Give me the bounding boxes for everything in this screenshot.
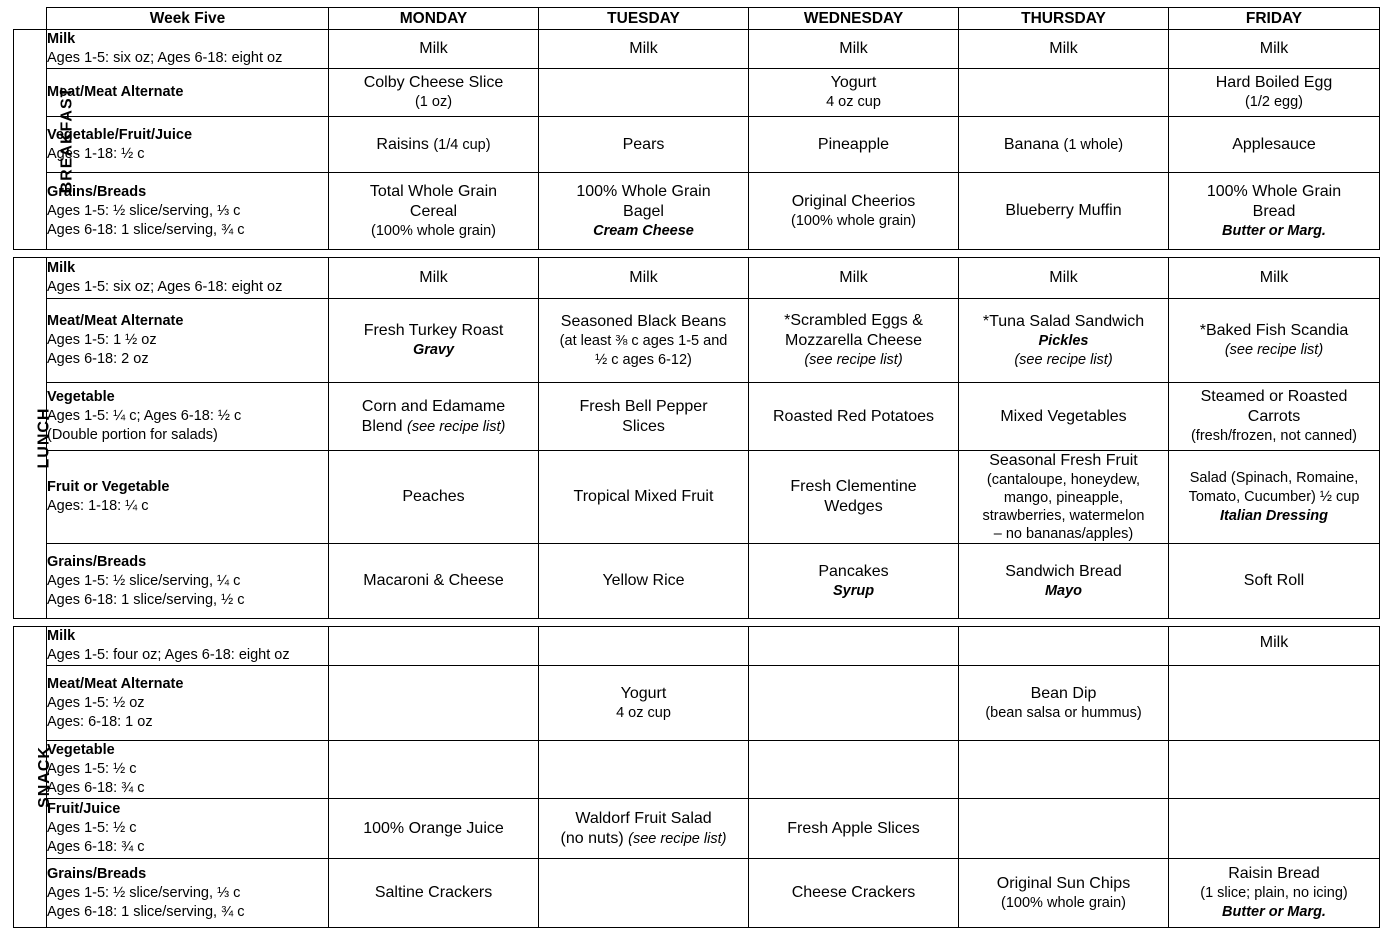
menu-cell: Steamed or Roasted Carrots (fresh/frozen, not canned) bbox=[1169, 383, 1380, 451]
snack-fruit-row bbox=[14, 799, 1380, 859]
menu-cell: Waldorf Fruit Salad (no nuts) (see recipe list) bbox=[539, 799, 749, 859]
snack-grains-row bbox=[14, 859, 1380, 928]
menu-cell: Milk bbox=[539, 30, 749, 69]
category-cell: Meat/Meat Alternate Ages 1-5: 1 ½ oz Ages 6-18: 2 oz bbox=[47, 299, 329, 383]
menu-cell: Milk bbox=[329, 258, 539, 299]
menu-cell bbox=[959, 627, 1169, 666]
breakfast-grains-row bbox=[14, 173, 1380, 250]
menu-cell: 100% Whole Grain Bagel Cream Cheese bbox=[539, 173, 749, 250]
lunch-grains-row bbox=[14, 544, 1380, 619]
menu-cell bbox=[539, 69, 749, 117]
menu-cell bbox=[1169, 799, 1380, 859]
menu-cell: Raisins (1/4 cup) bbox=[329, 117, 539, 173]
menu-cell bbox=[539, 627, 749, 666]
menu-cell: Pineapple bbox=[749, 117, 959, 173]
menu-cell: Soft Roll bbox=[1169, 544, 1380, 619]
menu-cell: Original Sun Chips (100% whole grain) bbox=[959, 859, 1169, 928]
category-cell: Grains/Breads Ages 1-5: ½ slice/serving, ⅓ c Ages 6-18: 1 slice/serving, ¾ c bbox=[47, 173, 329, 250]
menu-cell: 100% Whole Grain Bread Butter or Marg. bbox=[1169, 173, 1380, 250]
menu-cell: Pancakes Syrup bbox=[749, 544, 959, 619]
menu-cell bbox=[749, 627, 959, 666]
menu-cell: Milk bbox=[959, 258, 1169, 299]
menu-cell: Original Cheerios (100% whole grain) bbox=[749, 173, 959, 250]
menu-cell: Seasonal Fresh Fruit (cantaloupe, honeydew, mango, pineapple, strawberries, watermelon – no bananas/apples) bbox=[959, 451, 1169, 544]
menu-cell: Banana (1 whole) bbox=[959, 117, 1169, 173]
week-title: Week Five bbox=[47, 8, 329, 30]
category-cell: Vegetable Ages 1-5: ½ c Ages 6-18: ¾ c bbox=[47, 741, 329, 799]
category-cell: Milk Ages 1-5: six oz; Ages 6-18: eight oz bbox=[47, 30, 329, 69]
menu-cell bbox=[959, 69, 1169, 117]
lunch-milk-row bbox=[14, 258, 1380, 299]
menu-cell: Blueberry Muffin bbox=[959, 173, 1169, 250]
breakfast-milk-row bbox=[14, 30, 1380, 69]
breakfast-section-label: BREAKFAST bbox=[14, 30, 47, 250]
category-cell: Meat/Meat Alternate bbox=[47, 69, 329, 117]
menu-cell: Tropical Mixed Fruit bbox=[539, 451, 749, 544]
menu-cell bbox=[1169, 666, 1380, 741]
category-cell: Meat/Meat Alternate Ages 1-5: ½ oz Ages: 6-18: 1 oz bbox=[47, 666, 329, 741]
category-cell: Vegetable Ages 1-5: ¼ c; Ages 6-18: ½ c (Double portion for salads) bbox=[47, 383, 329, 451]
lunch-meat-row bbox=[14, 299, 1380, 383]
menu-cell bbox=[959, 741, 1169, 799]
day-friday: FRIDAY bbox=[1169, 8, 1380, 30]
menu-cell: Yellow Rice bbox=[539, 544, 749, 619]
menu-cell bbox=[749, 741, 959, 799]
menu-cell bbox=[749, 666, 959, 741]
menu-cell: Milk bbox=[329, 30, 539, 69]
breakfast-veg-row bbox=[14, 117, 1380, 173]
category-cell: Grains/Breads Ages 1-5: ½ slice/serving, ⅓ c Ages 6-18: 1 slice/serving, ¾ c bbox=[47, 859, 329, 928]
menu-cell: Roasted Red Potatoes bbox=[749, 383, 959, 451]
menu-cell: Fresh Clementine Wedges bbox=[749, 451, 959, 544]
section-separator bbox=[14, 619, 1380, 627]
menu-cell: Sandwich Bread Mayo bbox=[959, 544, 1169, 619]
day-thursday: THURSDAY bbox=[959, 8, 1169, 30]
menu-cell: Total Whole Grain Cereal (100% whole grain) bbox=[329, 173, 539, 250]
menu-cell: Milk bbox=[749, 30, 959, 69]
menu-cell: Macaroni & Cheese bbox=[329, 544, 539, 619]
category-cell: Fruit/Juice Ages 1-5: ½ c Ages 6-18: ¾ c bbox=[47, 799, 329, 859]
lunch-fruit-row bbox=[14, 451, 1380, 544]
menu-cell: Salad (Spinach, Romaine, Tomato, Cucumber) ½ cup Italian Dressing bbox=[1169, 451, 1380, 544]
menu-cell: Milk bbox=[1169, 627, 1380, 666]
snack-section-label: SNACK bbox=[14, 627, 47, 928]
snack-milk-row bbox=[14, 627, 1380, 666]
menu-cell: Cheese Crackers bbox=[749, 859, 959, 928]
menu-cell: Corn and Edamame Blend (see recipe list) bbox=[329, 383, 539, 451]
menu-cell bbox=[539, 859, 749, 928]
snack-meat-row bbox=[14, 666, 1380, 741]
menu-cell: Saltine Crackers bbox=[329, 859, 539, 928]
menu-cell: Milk bbox=[959, 30, 1169, 69]
menu-cell: Fresh Apple Slices bbox=[749, 799, 959, 859]
menu-cell: Milk bbox=[539, 258, 749, 299]
menu-cell: Pears bbox=[539, 117, 749, 173]
lunch-section-label: LUNCH bbox=[14, 258, 47, 619]
header-row bbox=[14, 8, 1380, 30]
menu-cell bbox=[329, 627, 539, 666]
menu-cell bbox=[329, 666, 539, 741]
category-cell: Milk Ages 1-5: six oz; Ages 6-18: eight oz bbox=[47, 258, 329, 299]
menu-cell: *Tuna Salad Sandwich Pickles (see recipe list) bbox=[959, 299, 1169, 383]
menu-cell bbox=[1169, 741, 1380, 799]
category-cell: Vegetable/Fruit/Juice Ages 1-18: ½ c bbox=[47, 117, 329, 173]
menu-cell: *Baked Fish Scandia (see recipe list) bbox=[1169, 299, 1380, 383]
category-cell: Grains/Breads Ages 1-5: ½ slice/serving, ¼ c Ages 6-18: 1 slice/serving, ½ c bbox=[47, 544, 329, 619]
day-tuesday: TUESDAY bbox=[539, 8, 749, 30]
menu-cell: Raisin Bread (1 slice; plain, no icing) Butter or Marg. bbox=[1169, 859, 1380, 928]
menu-cell bbox=[959, 799, 1169, 859]
menu-cell bbox=[539, 741, 749, 799]
menu-cell: Mixed Vegetables bbox=[959, 383, 1169, 451]
week-five-menu-table bbox=[13, 7, 1380, 928]
menu-cell: *Scrambled Eggs & Mozzarella Cheese (see recipe list) bbox=[749, 299, 959, 383]
menu-cell: Fresh Turkey Roast Gravy bbox=[329, 299, 539, 383]
snack-veg-row bbox=[14, 741, 1380, 799]
breakfast-meat-row bbox=[14, 69, 1380, 117]
menu-cell: Bean Dip (bean salsa or hummus) bbox=[959, 666, 1169, 741]
menu-cell: Colby Cheese Slice (1 oz) bbox=[329, 69, 539, 117]
menu-cell: 100% Orange Juice bbox=[329, 799, 539, 859]
menu-cell: Applesauce bbox=[1169, 117, 1380, 173]
menu-cell: Fresh Bell Pepper Slices bbox=[539, 383, 749, 451]
day-wednesday: WEDNESDAY bbox=[749, 8, 959, 30]
lunch-veg-row bbox=[14, 383, 1380, 451]
menu-cell: Milk bbox=[1169, 258, 1380, 299]
menu-cell: Seasoned Black Beans (at least ⅜ c ages 1-5 and ½ c ages 6-12) bbox=[539, 299, 749, 383]
category-cell: Fruit or Vegetable Ages: 1-18: ¼ c bbox=[47, 451, 329, 544]
menu-cell: Yogurt 4 oz cup bbox=[749, 69, 959, 117]
menu-cell: Milk bbox=[749, 258, 959, 299]
menu-cell: Peaches bbox=[329, 451, 539, 544]
menu-cell: Hard Boiled Egg (1/2 egg) bbox=[1169, 69, 1380, 117]
day-monday: MONDAY bbox=[329, 8, 539, 30]
category-cell: Milk Ages 1-5: four oz; Ages 6-18: eight oz bbox=[47, 627, 329, 666]
menu-cell bbox=[329, 741, 539, 799]
menu-cell: Milk bbox=[1169, 30, 1380, 69]
menu-cell: Yogurt 4 oz cup bbox=[539, 666, 749, 741]
section-separator bbox=[14, 250, 1380, 258]
